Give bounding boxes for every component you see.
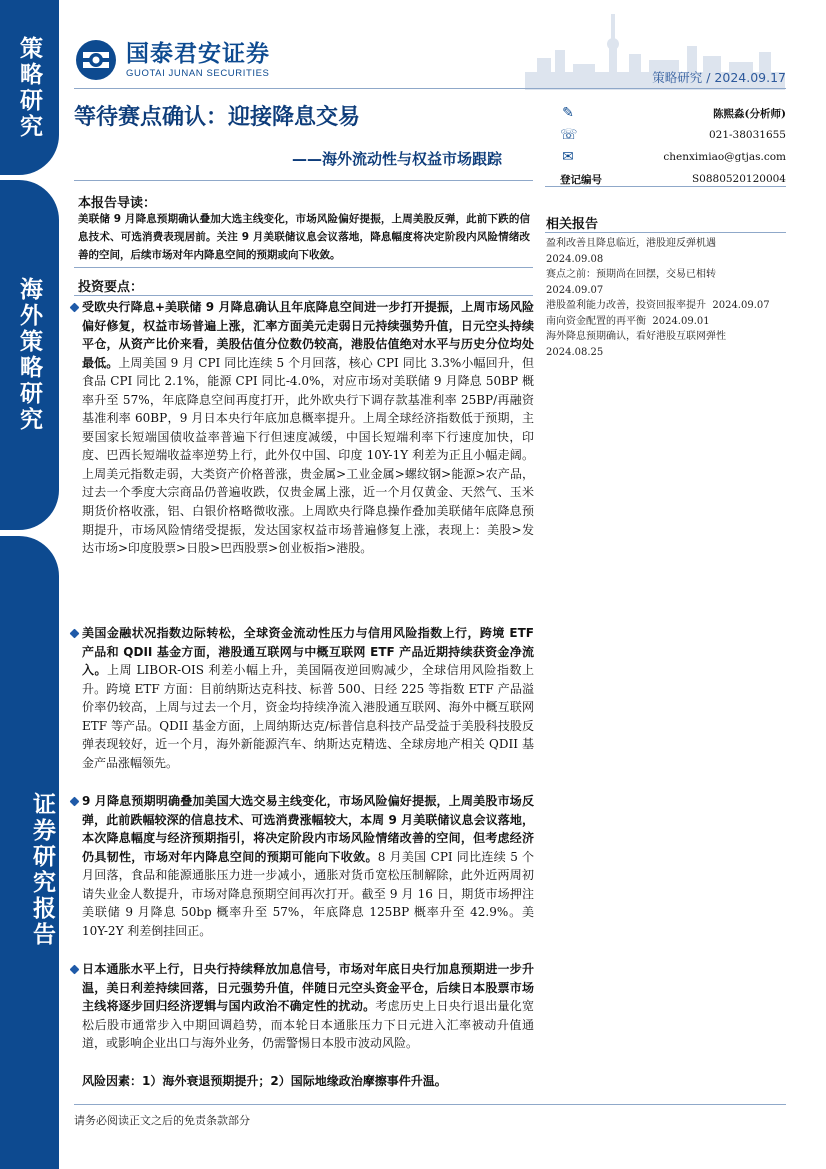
key-point-lead: 9 月降息预期明确叠加美国大选交易主线变化，市场风险偏好提振，上周美股市场反弹，此前跌幅较深的信息技术、可选消费涨幅较大，本周 9 月美联储议息会议落地，本次降息幅度与经济预期指引，将决定阶段内市场风险情绪改善的空间，但考虑经济仍具韧性，市场对年内降息空间的预期可能向下收敛。 <box>82 794 534 864</box>
key-point-body: 上周 LIBOR-OIS 利差小幅上升，美国隔夜逆回购减少，全球信用风险指数上升。跨境 ETF 方面：目前纳斯达克科技、标普 500、日经 225 等指数 ETF 产品溢价率仍较高，上周与过去一个月，资金均持续净流入港股通互联网、海外中概互联网 ETF 等产品。QDII 基金方面，上周纳斯达克/标普信息科技产品受益于美股科技股反弹表现较好，近一个月，海外新能源汽车、纳斯达克精选、全球房地产相关 QDII 基金产品涨幅领先。 <box>82 663 534 770</box>
analyst-name: 陈熙淼(分析师) <box>713 107 786 120</box>
brand-mark-icon <box>74 38 118 82</box>
analyst-phone: 021-38031655 <box>708 129 786 141</box>
guide-divider-top <box>74 180 533 181</box>
phone-icon: ☏ <box>560 127 578 143</box>
related-report-title-text[interactable]: 南向资金配置的再平衡 <box>546 315 646 327</box>
analyst-block <box>560 102 786 190</box>
analyst-divider <box>545 186 786 187</box>
related-report-date: 2024.09.07 <box>712 300 770 311</box>
analyst-email[interactable]: chenximiao@gtjas.com <box>663 151 786 163</box>
key-point-lead: 美国金融状况指数边际转松，全球资金流动性压力与信用风险指数上行，跨境 ETF 产品和 QDII 基金方面，港股通互联网与中概互联网 ETF 产品近期持续获资金净流入。 <box>82 626 534 678</box>
related-report-date: 2024.09.08 <box>546 253 604 265</box>
key-point-body: 8 月美国 CPI 同比连续 5 个月回落，食品和能源通胀压力进一步减小，通胀对货币宽松压制解除，此外近两周初请失业金人数提升，市场对降息预期空间再次打开。截至 9 月 16 日，期货市场押注美联储 9 月降息 50bp 概率升至 57%，年底降息 125BP 概率升至 42.9%。美 10Y-2Y 利差倒挂回正。 <box>82 849 534 938</box>
guide-heading: 本报告导读： <box>78 196 157 211</box>
meta-separator: / <box>706 70 711 85</box>
email-icon: ✉ <box>562 149 574 165</box>
key-point-body: 上周美国 9 月 CPI 同比连续 5 个月回落，核心 CPI 同比 3.3%小幅回升，但食品 CPI 同比 2.1%，能源 CPI 同比-4.0%，对应市场对美联储 9 月降息 50BP 概率升至 57%，年底降息空间再度打开，此外欧央行下调存款基准利率 25BP/再融资基准利率 60BP，9 月日本央行年底加息概率提升。上周全球经济指数低于预期，主要国家长短端国债收益率普遍下行但速度减缓，中国长短端利率下行速度加快，印度、巴西长短端收益率逆势上行，此外仅中国、印度 10Y-1Y 利差为正且小幅走阔。上周美元指数走弱，大类资产价格普涨，贵金属>工业金属>螺纹钢>能源>农产品，过去一个季度大宗商品仍普遍收跌，仅贵金属上涨，近一个月仅黄金、天然气、玉米期货价格收涨，铝、白银价格略微收涨。上周欧央行降息操作叠加美联储年底降息预期提升，市场风险情绪受提振，发达国家权益市场普遍修复上涨，表现上：美股>发达市场>印度股票>日股>巴西股票>创业板指>港股。 <box>82 355 534 556</box>
header-divider <box>74 88 786 89</box>
related-report-item[interactable] <box>546 298 791 314</box>
key-point-lead: 日本通胀水平上行，日央行持续释放加息信号，市场对年底日央行加息预期进一步升温，美日利差持续回落，日元强势升值，伴随日元空头资金平仓，后续日本股票市场主线将逐步回归经济逻辑与国内政治不确定性的扰动。 <box>82 962 534 1014</box>
related-report-date: 2024.09.01 <box>652 315 710 327</box>
report-title: 等待赛点确认：迎接降息交易 <box>74 105 361 130</box>
report-date: 2024.09.17 <box>714 70 786 85</box>
key-point-body: 考虑历史上日央行退出量化宽松后股市通常步入中期回调趋势，而本轮日本通胀压力下日元进入汇率被动升值通道，或影响企业出口与海外业务，仍需警惕日本股市波动风险。 <box>82 999 534 1051</box>
key-point <box>74 792 534 960</box>
key-point <box>74 960 534 1072</box>
footer-divider <box>74 1104 786 1105</box>
brand-name-cn: 国泰君安证券 <box>126 40 270 67</box>
report-category: 策略研究 <box>652 70 703 85</box>
related-report-title[interactable] <box>546 314 791 330</box>
related-report-title[interactable] <box>546 298 791 314</box>
report-meta <box>652 68 786 86</box>
guide-divider-bottom <box>74 267 533 268</box>
registration-label: 登记编号 <box>560 173 602 186</box>
key-point <box>74 624 534 792</box>
key-point <box>74 298 534 624</box>
brand-name-en: GUOTAI JUNAN SECURITIES <box>126 67 270 79</box>
sidebar <box>0 0 59 1169</box>
report-subtitle: ——海外流动性与权益市场跟踪 <box>292 150 503 168</box>
related-reports-list <box>546 236 791 360</box>
related-divider <box>545 232 786 233</box>
key-points-heading: 投资要点： <box>78 280 144 295</box>
guide-text: 美联储 9 月降息预期确认叠加大选主线变化，市场风险偏好提振，上周美股反弹，此前下跌的信息技术、可选消费表现居前。关注 9 月美联储议息会议落地，降息幅度将决定阶段内风险情绪改善的空间，后续市场对年内降息空间的预期或向下收敛。 <box>78 213 530 261</box>
sidebar-label-top: 策略研究 <box>0 0 59 175</box>
brand-logo <box>74 38 270 82</box>
related-report-title-text[interactable]: 港股盈利能力改善，投资回报率提升 <box>546 300 706 311</box>
sidebar-label-bottom: 证券研究报告 <box>0 536 59 1169</box>
related-report-item[interactable] <box>546 236 791 267</box>
risk-factors: 风险因素：1）海外衰退预期提升；2）国际地缘政治摩擦事件升温。 <box>82 1074 447 1088</box>
related-report-item[interactable] <box>546 329 791 360</box>
disclaimer-footer: 请务必阅读正文之后的免责条款部分 <box>74 1114 250 1127</box>
key-points-divider <box>74 295 533 296</box>
key-point-lead: 受欧央行降息+美联储 9 月降息确认且年底降息空间进一步打开提振，上周市场风险偏好修复，权益市场普遍上涨，汇率方面美元走弱日元持续强势升值，日元空头持续平仓，从资产比价来看，美股估值分位数仍较高，港股估值绝对水平与历史分位均处最低。 <box>82 300 534 370</box>
registration-number: S0880520120004 <box>691 173 786 185</box>
related-report-item[interactable] <box>546 267 791 298</box>
key-points-list <box>74 298 534 1091</box>
related-reports-heading: 相关报告 <box>546 217 599 232</box>
related-report-title[interactable]: 赛点之前：预期尚在回摆，交易已相转 <box>546 269 716 280</box>
related-report-date: 2024.09.07 <box>546 284 604 296</box>
related-report-title[interactable]: 盈利改善且降息临近，港股迎反弹机遇 <box>546 238 716 249</box>
related-report-date: 2024.08.25 <box>546 346 604 358</box>
pen-icon: ✎ <box>562 105 574 121</box>
related-report-title[interactable]: 海外降息预期确认，看好港股互联网弹性 <box>546 331 726 342</box>
related-report-item[interactable] <box>546 314 791 330</box>
sidebar-label-middle: 海外策略研究 <box>0 180 59 530</box>
